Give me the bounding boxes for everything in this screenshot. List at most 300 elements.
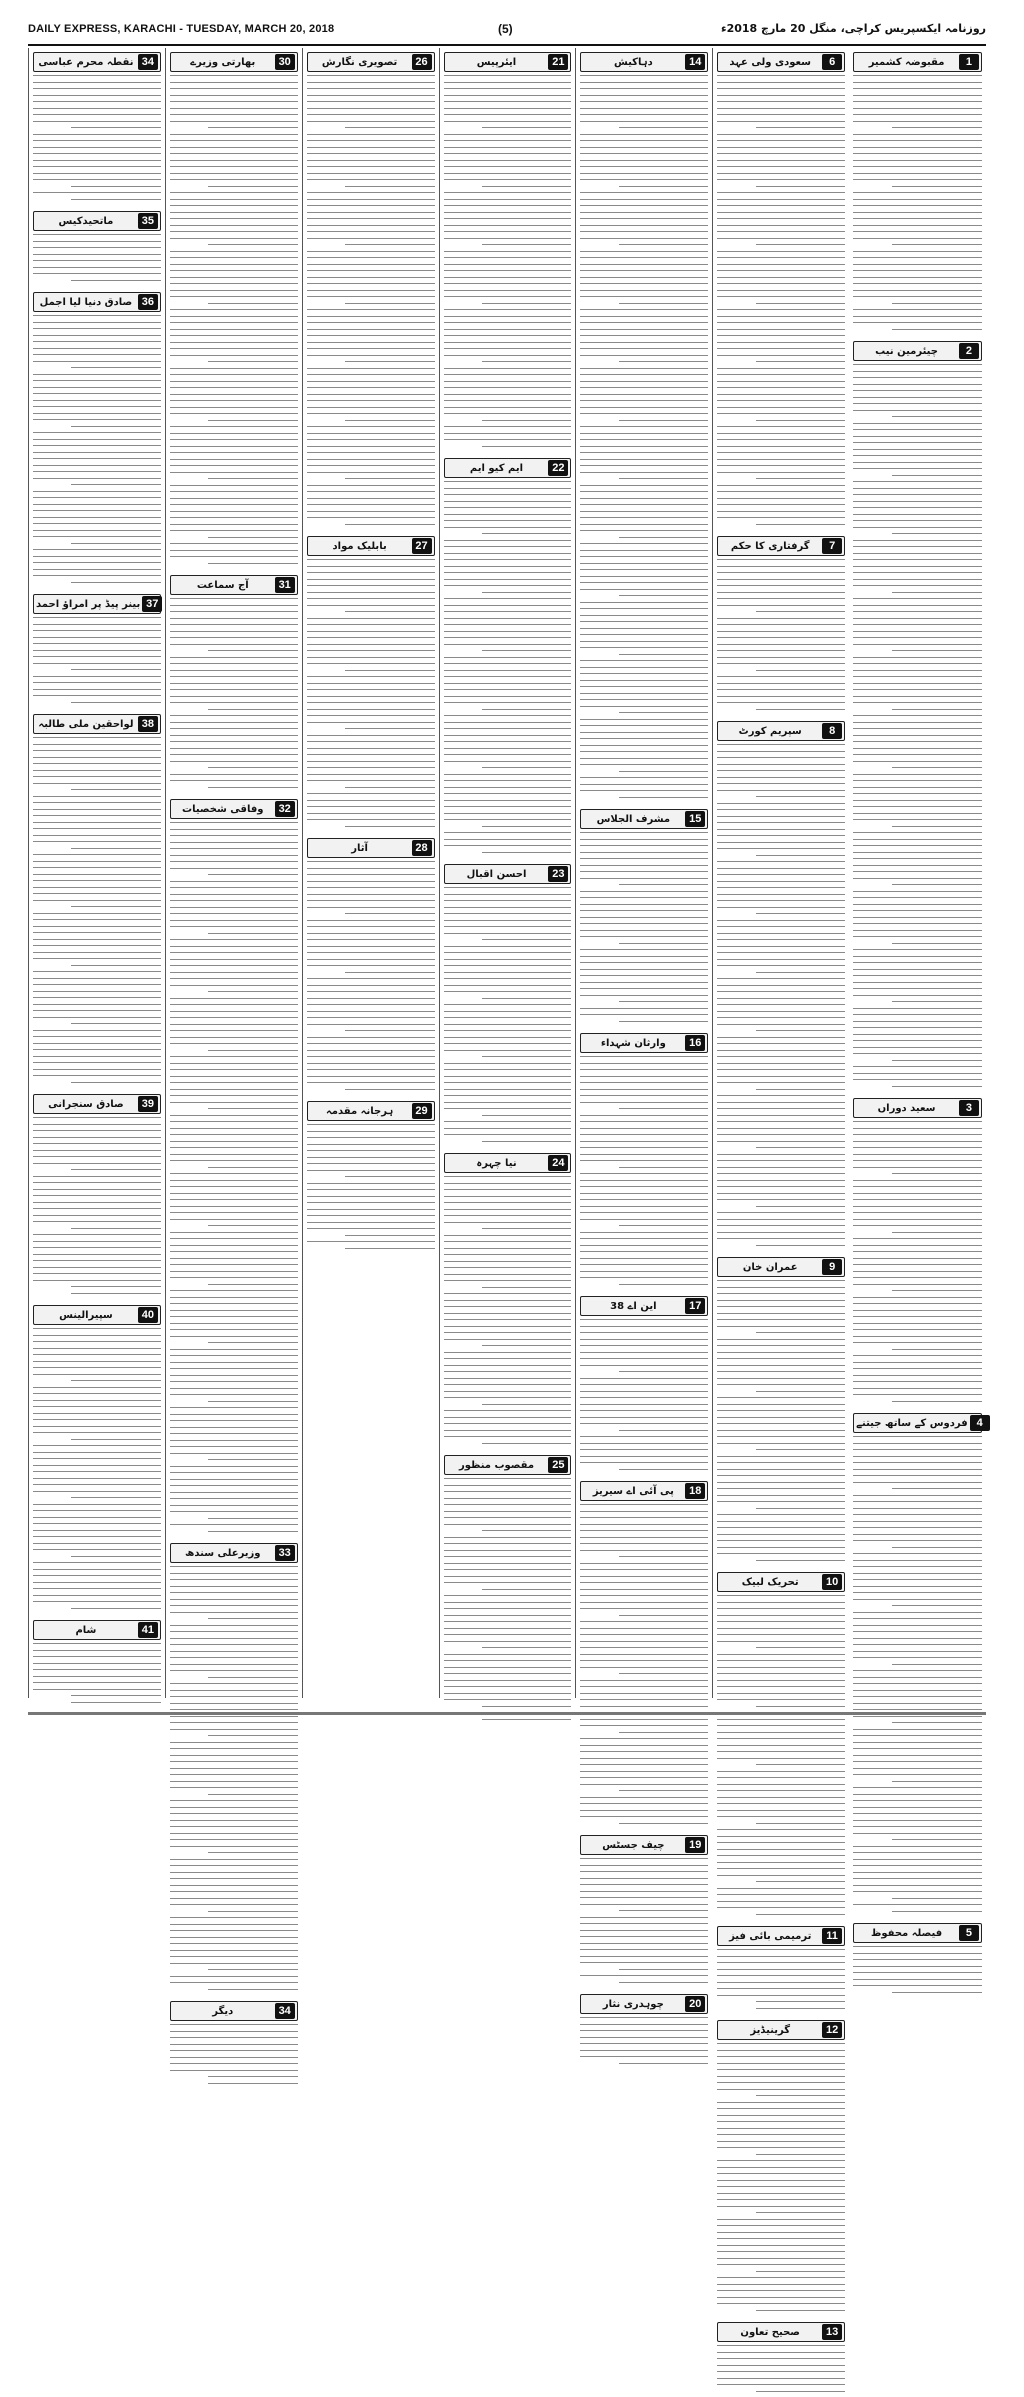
text-line [580,1962,708,1963]
text-line [33,1504,161,1505]
text-line [717,2063,845,2064]
text-line [444,225,572,226]
text-line [892,1232,982,1233]
text-line [482,303,572,304]
news-article [717,1572,845,1920]
text-line [580,1095,708,1096]
text-line [482,852,572,853]
text-line [853,1180,982,1181]
text-line [33,867,161,868]
text-line [717,446,845,447]
text-line [853,657,982,658]
text-line [170,108,298,109]
text-line [444,82,572,83]
text-line [717,1232,845,1233]
text-line [444,1582,572,1583]
text-line [170,670,298,671]
text-line [717,1193,845,1194]
text-line [33,322,161,323]
text-line [33,854,161,855]
text-line [482,998,572,999]
text-line [892,303,982,304]
article-header [853,1413,982,1433]
article-number-badge: 40 [138,1307,158,1323]
text-line [444,160,572,161]
text-line [482,186,572,187]
text-line [33,1273,161,1274]
text-line [717,1949,845,1950]
text-line [717,407,845,408]
text-line [170,1121,298,1122]
text-line [307,316,435,317]
text-line [307,754,435,755]
text-line [170,88,298,89]
text-line [892,475,982,476]
text-line [717,1602,845,1603]
text-line [717,1888,845,1889]
text-line [580,88,708,89]
text-line [853,1852,982,1853]
text-line [717,2173,845,2174]
text-line [170,1095,298,1096]
text-line [170,1690,298,1691]
text-line [853,1508,982,1509]
text-line [208,303,298,304]
text-line [717,1436,845,1437]
text-line [580,1449,708,1450]
text-line [580,1602,708,1603]
article-title: وفاقی شخصیات [182,803,264,815]
text-line [717,631,845,632]
text-line [717,1365,845,1366]
text-line [580,602,708,603]
text-line [717,1443,845,1444]
text-line [33,1393,161,1394]
text-line [717,192,845,193]
text-line [170,1696,298,1697]
text-line [33,569,161,570]
text-line [170,413,298,414]
text-line [853,179,982,180]
text-line [717,1982,845,1983]
text-line [580,871,708,872]
article-body-text [717,75,845,530]
text-line [444,972,572,973]
footer-rule [28,1712,986,1715]
text-line [717,400,845,401]
text-line [853,1859,982,1860]
text-line [717,566,845,567]
text-line [580,706,708,707]
text-line [444,1673,572,1674]
text-line [853,1394,982,1395]
text-line [717,2245,845,2246]
article-header [170,2001,298,2021]
text-line [717,1771,845,1772]
text-line [170,855,298,856]
text-line [71,199,161,200]
text-line [208,1618,298,1619]
text-line [170,1394,298,1395]
text-line [33,153,161,154]
text-line [619,303,709,304]
text-line [853,160,982,161]
news-column [165,48,302,2017]
text-line [853,1657,982,1658]
text-line [444,1417,572,1418]
text-line [307,683,435,684]
text-line [853,442,982,443]
text-line [170,1271,298,1272]
text-line [170,1011,298,1012]
news-article [853,1923,982,1998]
text-line [307,381,435,382]
text-line [853,257,982,258]
text-line [307,900,435,901]
text-line [307,1131,435,1132]
text-line [717,459,845,460]
text-line [33,497,161,498]
text-line [170,1069,298,1070]
text-line [33,432,161,433]
text-line [170,517,298,518]
text-line [853,975,982,976]
text-line [33,361,161,362]
text-line [580,1436,708,1437]
text-line [307,907,435,908]
text-line [580,1245,708,1246]
text-line [580,166,708,167]
text-line [170,1199,298,1200]
text-line [170,114,298,115]
text-line [33,630,161,631]
text-line [170,1898,298,1899]
text-line [580,1238,708,1239]
text-line [33,179,161,180]
text-line [756,2391,846,2392]
text-line [756,1914,846,1915]
text-line [170,644,298,645]
text-line [717,2160,845,2161]
text-line [307,735,435,736]
text-line [580,628,708,629]
text-line [170,316,298,317]
text-line [892,1001,982,1002]
text-line [444,173,572,174]
text-line [170,290,298,291]
text-line [170,1813,298,1814]
text-line [580,101,708,102]
text-line [717,2277,845,2278]
text-line [71,669,161,670]
text-line [853,715,982,716]
text-line [170,1232,298,1233]
text-line [717,1829,845,1830]
text-line [444,780,572,781]
text-line [853,462,982,463]
text-line [580,238,708,239]
text-line [853,1310,982,1311]
text-line [853,1625,982,1626]
text-line [853,1946,982,1947]
text-line [619,478,709,479]
text-line [170,1930,298,1931]
text-line [170,556,298,557]
newspaper-page [28,48,986,2338]
text-line [853,1066,982,1067]
text-line [170,257,298,258]
text-line [717,1345,845,1346]
text-line [482,446,572,447]
text-line [444,657,572,658]
text-line [580,897,708,898]
text-line [580,199,708,200]
text-line [33,676,161,677]
text-line [717,1745,845,1746]
text-line [756,913,846,914]
text-line [170,1592,298,1593]
text-line [170,618,298,619]
text-line [853,1021,982,1022]
text-line [444,800,572,801]
text-line [307,631,435,632]
text-line [580,1384,708,1385]
text-line [444,985,572,986]
text-line [619,420,709,421]
text-line [208,1459,298,1460]
text-line [580,348,708,349]
text-line [580,1719,708,1720]
text-line [717,1641,845,1642]
text-line [853,845,982,846]
news-column [439,48,576,1698]
text-line [717,283,845,284]
text-line [717,1527,845,1528]
text-line [170,166,298,167]
text-line [717,770,845,771]
text-line [717,88,845,89]
text-line [717,95,845,96]
article-title: بینر پیڈ پر امراؤ احمد [36,598,141,610]
text-line [33,1208,161,1209]
text-line [444,1608,572,1609]
text-line [580,114,708,115]
text-line [580,1706,708,1707]
text-line [33,984,161,985]
text-line [307,1157,435,1158]
text-line [307,257,435,258]
text-line [717,1475,845,1476]
text-line [580,1543,708,1544]
text-line [717,1397,845,1398]
text-line [307,212,435,213]
text-line [580,1180,708,1181]
text-line [853,1527,982,1528]
text-line [208,650,298,651]
text-line [444,1069,572,1070]
text-line [717,959,845,960]
text-line [892,1547,982,1548]
text-line [208,244,298,245]
text-line [580,949,708,950]
text-line [717,2134,845,2135]
text-line [170,1336,298,1337]
text-line [853,1449,982,1450]
text-line [33,273,161,274]
text-line [307,1063,435,1064]
text-line [307,952,435,953]
article-header [717,2322,845,2342]
article-body-text [853,1436,982,1917]
text-line [580,1923,708,1924]
text-line [580,777,708,778]
text-line [717,1121,845,1122]
text-line [580,1628,708,1629]
text-line [853,95,982,96]
text-line [33,695,161,696]
article-header [444,1455,572,1475]
text-line [208,127,298,128]
text-line [444,1556,572,1557]
text-line [580,995,708,996]
text-line [208,933,298,934]
text-line [756,2008,846,2009]
text-line [33,1491,161,1492]
text-line [482,533,572,534]
article-title: تصویری نگارش [321,56,398,68]
text-line [717,1173,845,1174]
text-line [444,264,572,265]
text-line [170,722,298,723]
text-line [307,585,435,586]
text-line [170,1683,298,1684]
text-line [619,771,709,772]
text-line [170,605,298,606]
text-line [580,1160,708,1161]
text-line [444,920,572,921]
text-line [170,1820,298,1821]
text-line [33,380,161,381]
text-line [170,848,298,849]
text-line [717,82,845,83]
text-line [444,1189,572,1190]
text-line [853,231,982,232]
text-line [580,832,708,833]
text-line [580,1680,708,1681]
article-number-badge: 1 [959,54,979,70]
text-line [853,988,982,989]
text-line [444,1176,572,1177]
text-line [717,355,845,356]
article-number-badge: 33 [275,1545,295,1561]
text-line [580,956,708,957]
text-line [580,1784,708,1785]
text-line [170,1485,298,1486]
text-line [170,465,298,466]
text-line [170,335,298,336]
text-line [717,342,845,343]
text-line [853,891,982,892]
text-line [853,702,982,703]
text-line [853,1160,982,1161]
text-line [853,1482,982,1483]
text-line [580,1904,708,1905]
text-line [33,1543,161,1544]
text-line [307,290,435,291]
text-line [717,1384,845,1385]
text-line [33,1549,161,1550]
text-line [853,212,982,213]
text-line [170,829,298,830]
text-line [717,874,845,875]
text-line [71,1286,161,1287]
text-line [482,1719,572,1720]
text-line [853,1592,982,1593]
text-line [307,819,435,820]
text-line [580,1816,708,1817]
text-line [717,1595,845,1596]
text-line [307,881,435,882]
text-line [307,722,435,723]
text-line [717,1154,845,1155]
text-line [482,244,572,245]
text-line [170,887,298,888]
text-line [444,1254,572,1255]
text-line [853,1612,982,1613]
text-line [307,644,435,645]
text-line [33,835,161,836]
news-column [712,48,849,2338]
text-line [444,1319,572,1320]
article-title: دہاکیش [613,56,653,68]
text-line [307,1196,435,1197]
text-line [33,1471,161,1472]
text-line [444,1108,572,1109]
text-line [853,238,982,239]
text-line [444,1102,572,1103]
text-line [170,2070,298,2071]
text-line [307,452,435,453]
text-line [853,1258,982,1259]
text-line [170,2057,298,2058]
text-line [170,1787,298,1788]
text-line [33,1663,161,1664]
article-number-badge: 22 [548,460,568,476]
text-line [170,1917,298,1918]
masthead-english-dateline: DAILY EXPRESS, KARACHI - TUESDAY, MARCH 20, 2018 [28,23,335,35]
text-line [717,134,845,135]
text-line [170,95,298,96]
text-line [170,530,298,531]
text-line [853,192,982,193]
masthead-urdu-dateline: روزنامہ ایکسپریس کراچی، منگل 20 مارچ 2018ء [720,22,986,35]
text-line [170,1355,298,1356]
text-line [307,1189,435,1190]
text-line [853,917,982,918]
text-line [853,1264,982,1265]
text-line [580,621,708,622]
text-line [307,153,435,154]
text-line [33,737,161,738]
text-line [892,826,982,827]
text-line [892,416,982,417]
text-line [580,1423,708,1424]
text-line [170,173,298,174]
text-line [580,2050,708,2051]
text-line [580,1878,708,1879]
text-line [170,277,298,278]
text-line [717,2082,845,2083]
